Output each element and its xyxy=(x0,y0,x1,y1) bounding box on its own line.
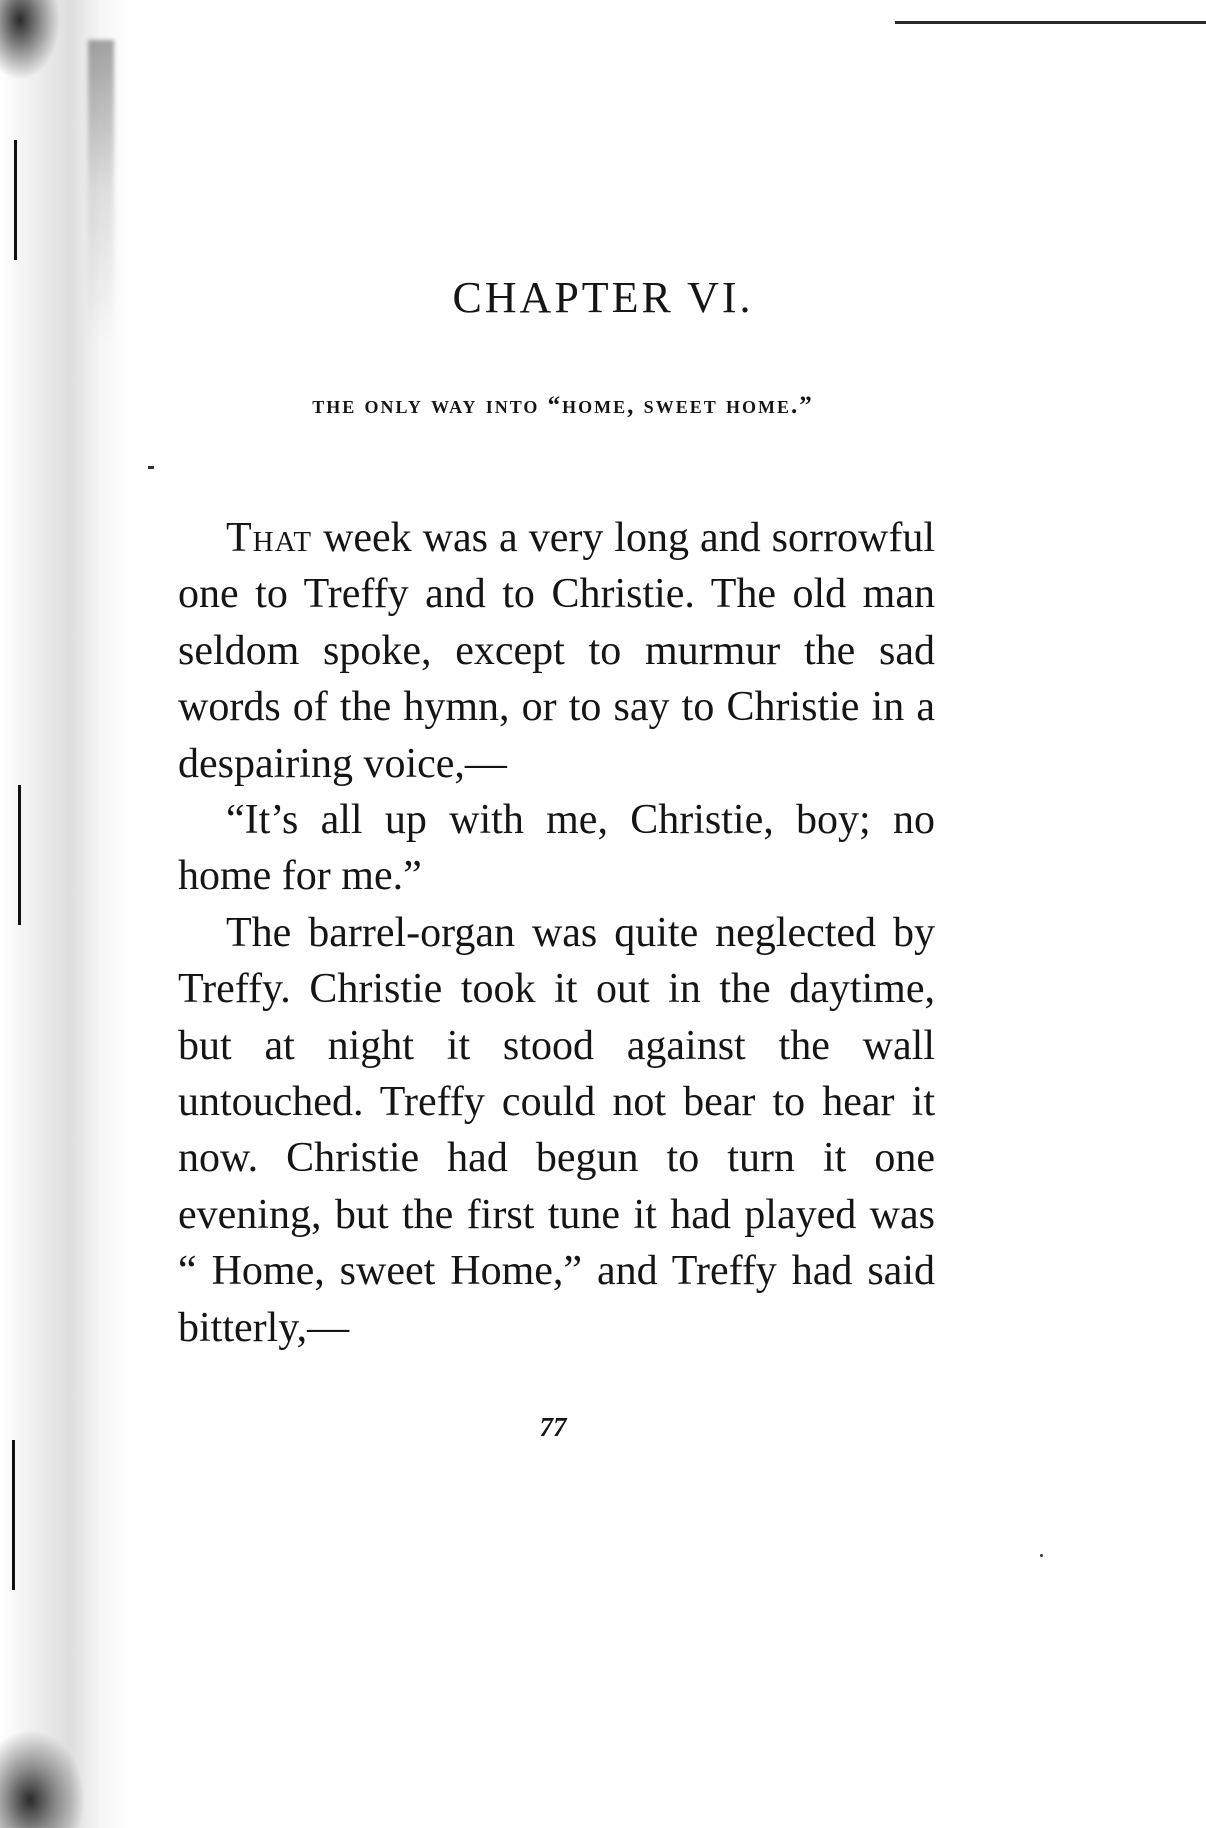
scan-edge-mark xyxy=(14,140,17,260)
page-number: 77 xyxy=(539,1412,567,1442)
chapter-subtitle: the only way into “home, sweet home.” xyxy=(312,392,814,419)
chapter-heading: CHAPTER VI. xyxy=(452,273,754,322)
scan-edge-mark xyxy=(12,1440,15,1590)
paragraph xyxy=(178,792,935,905)
paragraph-lead-word: That xyxy=(226,515,313,561)
scan-top-rule xyxy=(895,21,1206,24)
paragraph-text: The barrel-organ was quite neglected by Treffy. Christie took it out in the daytime, but at night it stood against the wall untouched. Treffy could not bear to hear it now. Christie had begun to turn it one evening, but the first tune it had played was “ Home, sweet Home,” and Treffy had said bitterly,— xyxy=(178,909,935,1351)
paragraph xyxy=(178,510,935,792)
paragraph xyxy=(178,905,935,1356)
body-text xyxy=(178,510,935,1356)
paragraph-text: “It’s all up with me, Christie, boy; no home for me.” xyxy=(178,797,935,900)
scan-edge-mark xyxy=(18,785,21,925)
paragraph-text: week was a very long and sorrowful one to Treffy and to Christie. The old man seldom spoke, except to murmur the sad words of the hymn, or to say to Christie in a despairing voice,— xyxy=(178,515,935,787)
scan-speck xyxy=(1040,1554,1043,1557)
scan-speck xyxy=(148,466,154,469)
